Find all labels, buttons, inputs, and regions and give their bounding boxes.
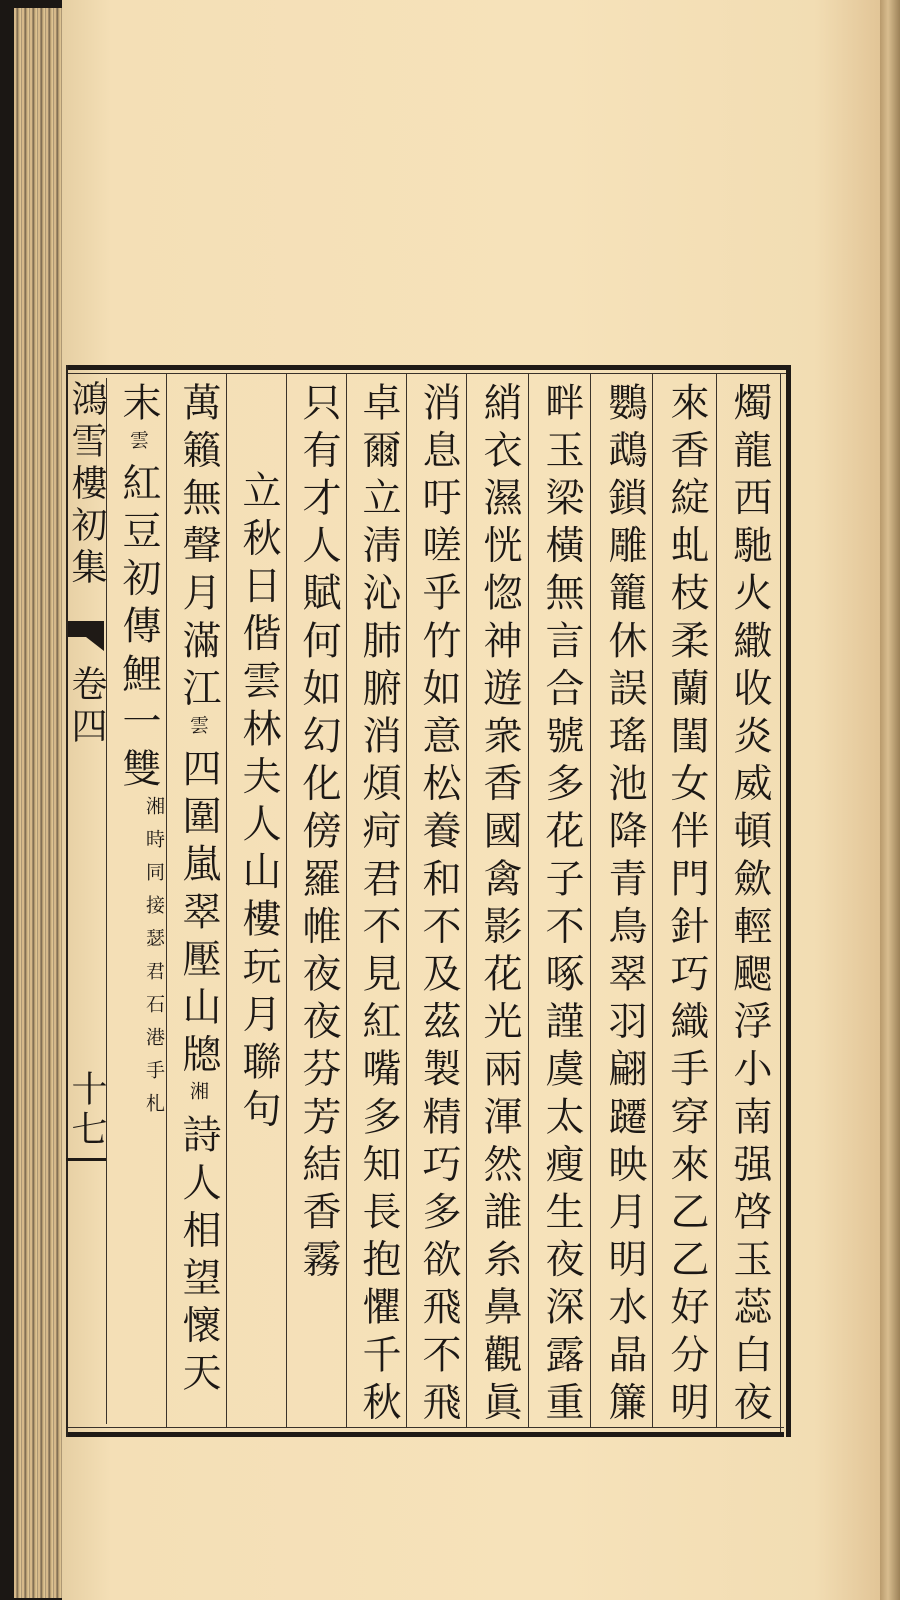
fishtail-mark-icon bbox=[66, 615, 106, 653]
verse-line: 詩人相望懷天 bbox=[176, 1114, 221, 1401]
double-line-note bbox=[112, 796, 168, 1126]
poem-title-column: 立秋日偕雲林夫人山樓玩月聯句 bbox=[236, 470, 281, 1137]
text-column-7: 卓爾立淸沁肺腑消煩疴君不見紅嘴多知長抱懼千秋 bbox=[356, 382, 401, 1430]
speaker-note: 雲 bbox=[127, 429, 149, 463]
book-title: 鴻雪樓初集 bbox=[66, 380, 107, 590]
text-column-2: 來香綻虬枝柔蘭閨女伴門針巧織手穿來乙乙好分明 bbox=[664, 382, 709, 1430]
text-column-4: 畔玉梁橫無言合號多花子不啄𧫴虞太瘦生夜深露重 bbox=[539, 382, 584, 1430]
verse-line: 紅豆初傳鯉一雙 bbox=[116, 462, 161, 796]
book-right-edge bbox=[880, 0, 900, 1600]
verse-line: 末 bbox=[116, 382, 161, 430]
text-column-6: 消息吁嗟乎竹如意松養和不及茲製精巧多欲飛不飛 bbox=[416, 382, 461, 1430]
text-column-11 bbox=[108, 382, 168, 1126]
text-column-1: 燭龍西馳火繖收炎威頓歛輕颸浮小南强啓玉蕊白夜 bbox=[727, 382, 772, 1430]
text-column-3: 鸚鵡鎖雕籠休誤瑤池降青鳥翠羽翩躚映月明水晶簾 bbox=[602, 382, 647, 1430]
frame-right-border bbox=[786, 365, 791, 1437]
text-column-5: 綃衣濕恍惚神遊衆香國禽影花光兩渾然誰糸鼻觀眞 bbox=[477, 382, 522, 1430]
page-number-mark bbox=[66, 1158, 106, 1161]
speaker-note: 雲 bbox=[187, 715, 209, 749]
volume-label: 卷四 bbox=[66, 665, 107, 749]
text-column-8: 只有才人賦何如幻化傍羅帷夜夜芬芳結香霧 bbox=[296, 382, 341, 1287]
frame-top-border bbox=[66, 365, 790, 370]
frame-top-inner-border bbox=[66, 373, 790, 374]
frame-right-inner-border bbox=[780, 374, 781, 1432]
note-line: 湘時同接瑟君 bbox=[143, 795, 165, 994]
verse-line: 萬籟無聲月滿江 bbox=[176, 382, 221, 716]
text-column-10 bbox=[168, 382, 228, 1400]
column-rule bbox=[716, 374, 717, 1427]
frame-bottom-border bbox=[66, 1432, 784, 1437]
page-number: 十七 bbox=[66, 1070, 107, 1150]
speaker-note: 湘 bbox=[187, 1081, 209, 1115]
verse-line: 四圍嵐翠壓山牕 bbox=[176, 748, 221, 1082]
note-line: 石港手札 bbox=[143, 993, 165, 1126]
